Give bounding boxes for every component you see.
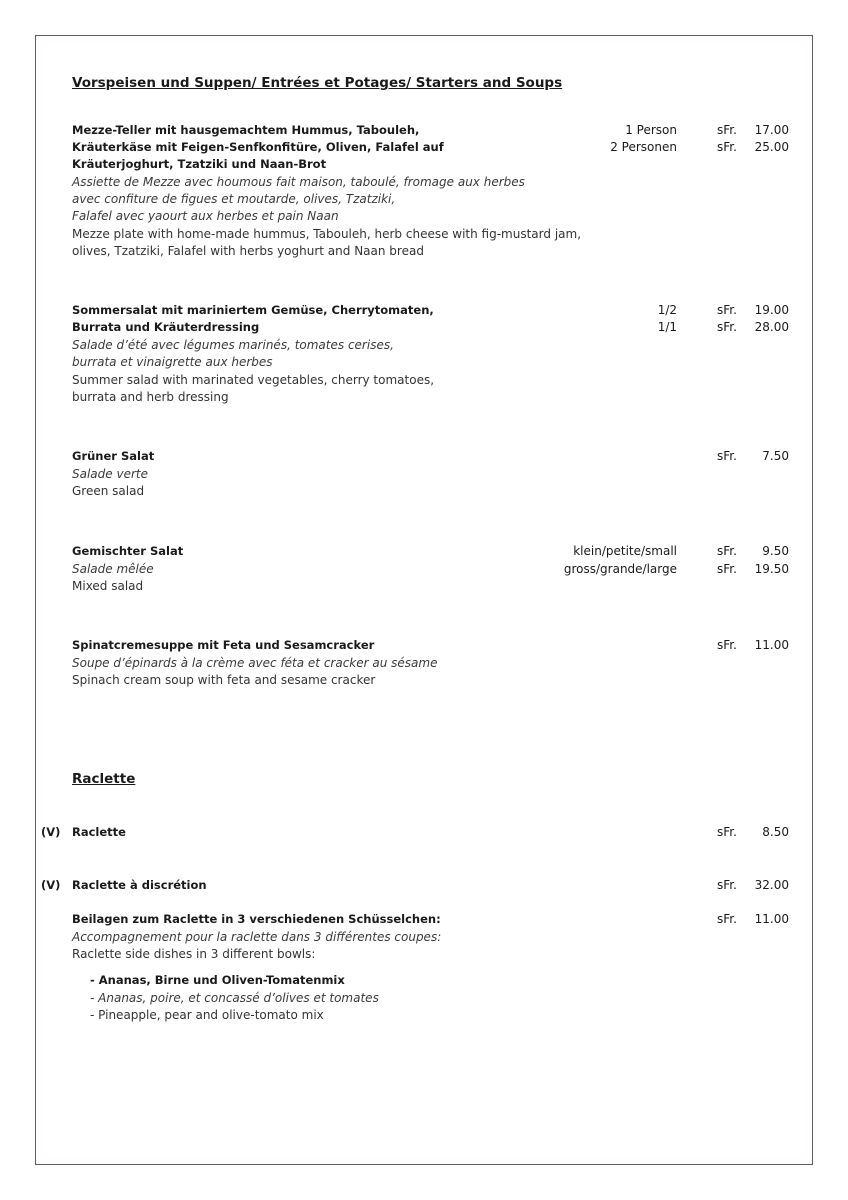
item-en-line: Raclette side dishes in 3 different bowls: [72, 947, 316, 961]
item-en-line: Mixed salad [72, 579, 144, 593]
price-amount: 11.00 [754, 638, 789, 652]
price-amount: 19.00 [754, 303, 789, 317]
sub-item-fr: - Ananas, poire, et concassé d’olives et tomates [90, 991, 379, 1005]
item-de-line: Raclette à discrétion [72, 878, 207, 892]
item-en-line: Green salad [72, 484, 145, 498]
section-title-starters: Vorspeisen und Suppen/ Entrées et Potages/ Starters and Soups [72, 75, 563, 91]
price-currency: sFr. [717, 544, 737, 558]
price-amount: 9.50 [762, 544, 789, 558]
price-currency: sFr. [717, 303, 737, 317]
sub-item-de: - Ananas, Birne und Oliven-Tomatenmix [90, 973, 345, 987]
vegetarian-marker: (V) [41, 825, 61, 839]
item-en-line: olives, Tzatziki, Falafel with herbs yoghurt and Naan bread [72, 244, 424, 258]
price-qty: 1 Person [625, 123, 677, 137]
item-de-line: Gemischter Salat [72, 544, 184, 558]
price-amount: 25.00 [754, 140, 789, 154]
price-amount: 7.50 [762, 449, 789, 463]
item-en-line: burrata and herb dressing [72, 390, 229, 404]
item-de-line: Grüner Salat [72, 449, 155, 463]
sub-item-en: - Pineapple, pear and olive-tomato mix [90, 1008, 324, 1022]
price-currency: sFr. [717, 140, 737, 154]
item-de-line: Beilagen zum Raclette in 3 verschiedenen Schüsselchen: [72, 912, 441, 926]
item-fr-line: Accompagnement pour la raclette dans 3 différentes coupes: [72, 930, 442, 944]
price-qty: 1/2 [657, 303, 677, 317]
item-de-line: Kräuterjoghurt, Tzatziki und Naan-Brot [72, 157, 327, 171]
item-fr-line: avec confiture de figues et moutarde, olives, Tzatziki, [72, 192, 396, 206]
price-currency: sFr. [717, 825, 737, 839]
item-fr-line: Soupe d’épinards à la crème avec féta et cracker au sésame [72, 656, 438, 670]
section-title-raclette: Raclette [72, 771, 136, 787]
vegetarian-marker: (V) [41, 878, 61, 892]
price-currency: sFr. [717, 638, 737, 652]
item-de-line: Kräuterkäse mit Feigen-Senfkonfitüre, Oliven, Falafel auf [72, 140, 444, 154]
item-fr-line: Salade verte [72, 467, 148, 481]
item-fr-line: Assiette de Mezze avec houmous fait maison, taboulé, fromage aux herbes [72, 175, 525, 189]
item-de-line: Mezze-Teller mit hausgemachtem Hummus, Tabouleh, [72, 123, 420, 137]
item-de-line: Raclette [72, 825, 126, 839]
price-currency: sFr. [717, 123, 737, 137]
item-en-line: Mezze plate with home-made hummus, Tabouleh, herb cheese with fig-mustard jam, [72, 227, 582, 241]
price-amount: 11.00 [754, 912, 789, 926]
price-qty: gross/grande/large [563, 562, 677, 576]
item-en-line: Spinach cream soup with feta and sesame cracker [72, 673, 376, 687]
item-de-line: Spinatcremesuppe mit Feta und Sesamcracker [72, 638, 375, 652]
price-amount: 32.00 [754, 878, 789, 892]
price-currency: sFr. [717, 562, 737, 576]
price-qty: 2 Personen [610, 140, 677, 154]
price-amount: 19.50 [754, 562, 789, 576]
item-fr-line: burrata et vinaigrette aux herbes [72, 355, 273, 369]
price-currency: sFr. [717, 912, 737, 926]
price-amount: 28.00 [754, 320, 789, 334]
price-currency: sFr. [717, 878, 737, 892]
price-currency: sFr. [717, 449, 737, 463]
item-fr-line: Falafel avec yaourt aux herbes et pain Naan [72, 209, 339, 223]
price-amount: 17.00 [754, 123, 789, 137]
item-fr-line: Salade d’été avec légumes marinés, tomates cerises, [72, 338, 394, 352]
price-currency: sFr. [717, 320, 737, 334]
item-de-line: Sommersalat mit mariniertem Gemüse, Cherrytomaten, [72, 303, 434, 317]
item-de-line: Burrata und Kräuterdressing [72, 320, 260, 334]
price-qty: 1/1 [657, 320, 677, 334]
item-en-line: Summer salad with marinated vegetables, cherry tomatoes, [72, 373, 435, 387]
price-amount: 8.50 [762, 825, 789, 839]
price-qty: klein/petite/small [573, 544, 677, 558]
item-fr-line: Salade mêlée [72, 562, 154, 576]
